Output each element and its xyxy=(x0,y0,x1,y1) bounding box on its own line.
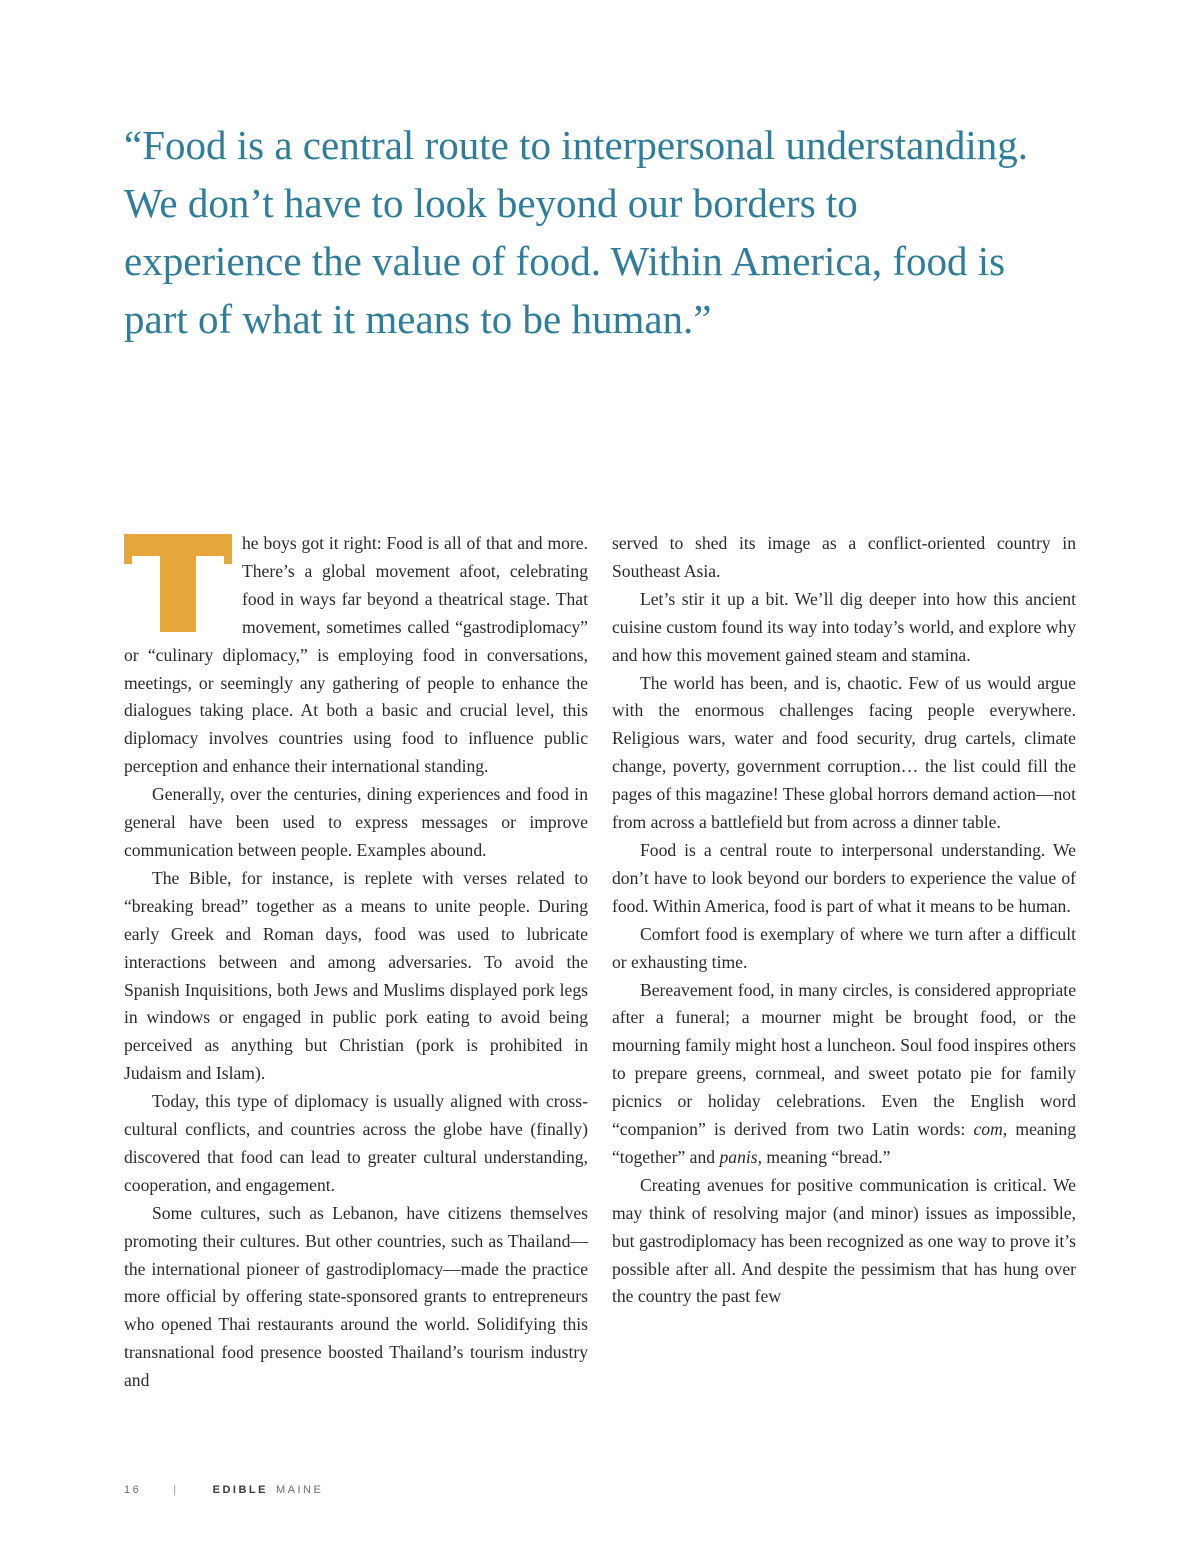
pull-quote xyxy=(124,116,1104,348)
paragraph: Today, this type of diplomacy is usually aligned with cross-cultural conflicts, and countries across the globe have (finally) discovered that food can lead to greater cultural understanding, cooperation, and engagement. xyxy=(124,1091,588,1195)
page-footer xyxy=(124,1484,323,1496)
paragraph: he boys got it right: Food is all of that and more. There’s a global movement afoot, celebrating food in ways far beyond a theatrical stage. That movement, sometimes called “gastrodiplomacy” or “culinary diplomacy,” is employing food in conversations, meetings, or seemingly any gathering of people to enhance the dialogues taking place. At both a basic and crucial level, this diplomacy involves countries using food to influence public perception and enhance their international standing. xyxy=(124,533,588,777)
article-column-left xyxy=(124,530,588,1395)
paragraph: Generally, over the centuries, dining experiences and food in general have been used to express messages or improve communication between people. Examples abound. xyxy=(124,784,588,860)
magazine-name-light: MAINE xyxy=(275,1484,324,1496)
paragraph: Comfort food is exemplary of where we turn after a difficult or exhausting time. xyxy=(612,923,1076,972)
paragraph: Let’s stir it up a bit. We’ll dig deeper into how this ancient cuisine custom found its way into today’s world, and explore why and how this movement gained steam and stamina. xyxy=(612,588,1076,665)
magazine-name-bold: EDIBLE xyxy=(212,1484,268,1496)
drop-cap xyxy=(124,534,232,632)
footer-separator: | xyxy=(173,1484,179,1496)
text-run: Bereavement food, in many circles, is considered appropriate after a funeral; a mourner might be brought food, or the mourning family might host a luncheon. Soul food inspires others to prepare greens, cornmeal, and sweet potato pie for family picnics or holiday celebrations. Even the English word “companion” is derived from two Latin words: xyxy=(612,979,1076,1140)
text-run: , meaning “bread.” xyxy=(757,1146,891,1167)
paragraph: The Bible, for instance, is replete with verses related to “breaking bread” together as a means to unite people. During early Greek and Roman days, food was used to lubricate interactions between and among adversaries. To avoid the Spanish Inquisitions, both Jews and Muslims displayed pork legs in windows or engaged in public pork eating to avoid being perceived as anything but Christian (pork is prohibited in Judaism and Islam). xyxy=(124,867,588,1084)
latin-word-panis: panis xyxy=(719,1146,758,1167)
drop-cap-letter-graphic xyxy=(124,534,232,632)
paragraph: The world has been, and is, chaotic. Few of us would argue with the enormous challenges facing people everywhere. Religious wars, water and food security, drug cartels, climate change, poverty, government corruption… the list could fill the pages of this magazine! These global horrors demand action—not from across a battlefield but from across a dinner table. xyxy=(612,672,1076,833)
paragraph: Food is a central route to interpersonal understanding. We don’t have to look beyond our borders to experience the value of food. Within America, food is part of what it means to be human. xyxy=(612,839,1076,916)
paragraph: Creating avenues for positive communication is critical. We may think of resolving major (and minor) issues as impossible, but gastrodiplomacy has been recognized as one way to prove it’s possible after all. And despite the pessimism that has hung over the country the past few xyxy=(612,1174,1076,1307)
text-run: , meaning “together” and xyxy=(612,1119,1076,1167)
pull-quote-line-2: We don’t have to look beyond our borders to xyxy=(124,180,858,226)
paragraph-bereavement xyxy=(612,977,1076,1172)
pull-quote-line-4: part of what it means to be human.” xyxy=(124,296,712,342)
latin-word-com: com xyxy=(973,1119,1003,1140)
paragraph: Some cultures, such as Lebanon, have citizens themselves promoting their cultures. But other countries, such as Thailand—the international pioneer of gastrodiplomacy—made the practice more official by offering state-sponsored grants to entrepreneurs who opened Thai restaurants around the world. Solidifying this transnational food presence boosted Thailand’s tourism industry and xyxy=(124,1202,588,1391)
pull-quote-line-3: experience the value of food. Within America, food is xyxy=(124,238,1006,284)
pull-quote-line-1: “Food is a central route to interpersonal understanding. xyxy=(124,122,1029,168)
article-column-right xyxy=(612,530,1076,1311)
page-number: 16 xyxy=(124,1484,142,1496)
paragraph: served to shed its image as a conflict-oriented country in Southeast Asia. xyxy=(612,533,1076,581)
